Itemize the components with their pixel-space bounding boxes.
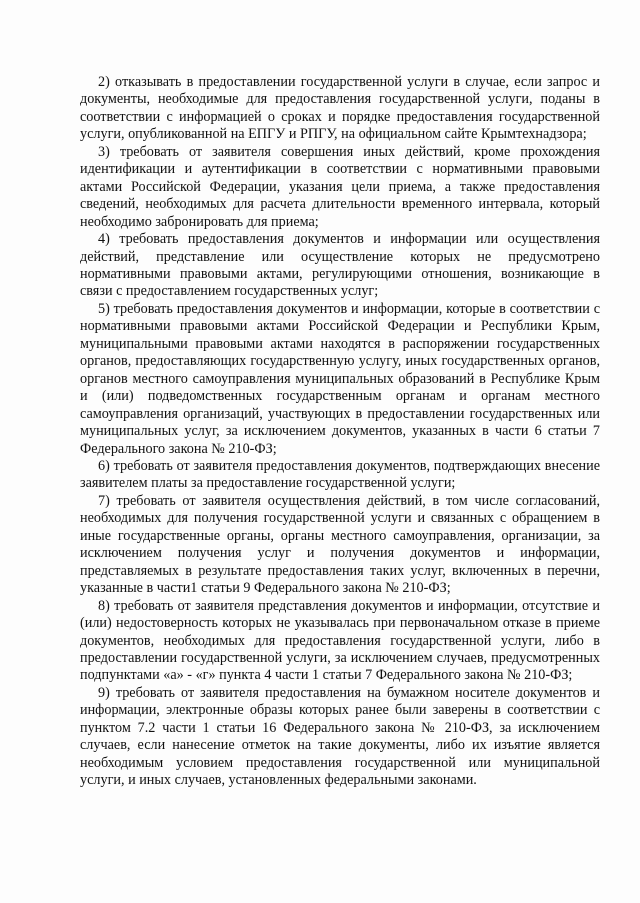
paragraph-item-9: 9) требовать от заявителя предоставления на бумажном носителе документов и информации, электронные образы которых ранее были заверены в соответствии с пунктом 7.2 части 1 статьи 16 Федерального закона № 210-ФЗ, за исключением случаев, если нанесение отметок на такие документы, либо их изъятие является необходимым условием предоставления государственной или муниципальной услуги, и иных случаев, установленных федеральными законами. <box>80 684 600 789</box>
paragraph-item-7: 7) требовать от заявителя осуществления действий, в том числе согласований, необходимых для получения государственной услуги и связанных с обращением в иные государственные органы, органы местного самоуправления, организации, за исключением получения услуг и получения документов и информации, представляемых в результате предоставления таких услуг, включенных в перечни, указанные в части1 статьи 9 Федерального закона № 210-ФЗ; <box>80 492 600 597</box>
paragraph-item-2: 2) отказывать в предоставлении государственной услуги в случае, если запрос и документы, необходимые для предоставления государственной услуги, поданы в соответствии с информацией о сроках и порядке предоставления государственной услуги, опубликованной на ЕПГУ и РПГУ, на официальном сайте Крымтехнадзора; <box>80 74 600 143</box>
paragraph-item-6: 6) требовать от заявителя предоставления документов, подтверждающих внесение заявителем платы за предоставление государственной услуги; <box>80 457 600 492</box>
paragraph-item-5: 5) требовать предоставления документов и информации, которые в соответствии с нормативными правовыми актами Российской Федерации и Республики Крым, муниципальными правовыми актами находятся в распоряжении государственных органов, предоставляющих государственную услугу, иных государственных органов, органов местного самоуправления муниципальных образований в Республике Крым и (или) подведомственных государственным органам и органам местного самоуправления организаций, участвующих в предоставлении государственных или муниципальных услуг, за исключением документов, указанных в части 6 статьи 7 Федерального закона № 210-ФЗ; <box>80 300 600 457</box>
paragraph-item-3: 3) требовать от заявителя совершения иных действий, кроме прохождения идентификации и аутентификации в соответствии с нормативными правовыми актами Российской Федерации, указания цели приема, а также предоставления сведений, необходимых для расчета длительности временного интервала, который необходимо забронировать для приема; <box>80 143 600 230</box>
document-body <box>80 74 600 790</box>
paragraph-item-4: 4) требовать предоставления документов и информации или осуществления действий, представление или осуществление которых не предусмотрено нормативными правовыми актами, регулирующими отношения, возникающие в связи с предоставлением государственных услуг; <box>80 231 600 300</box>
paragraph-item-8: 8) требовать от заявителя представления документов и информации, отсутствие и (или) недостоверность которых не указывалась при первоначальном отказе в приеме документов, необходимых для предоставления государственной услуги, либо в предоставлении государственной услуги, за исключением случаев, предусмотренных подпунктами «а» - «г» пункта 4 части 1 статьи 7 Федерального закона № 210-ФЗ; <box>80 597 600 684</box>
